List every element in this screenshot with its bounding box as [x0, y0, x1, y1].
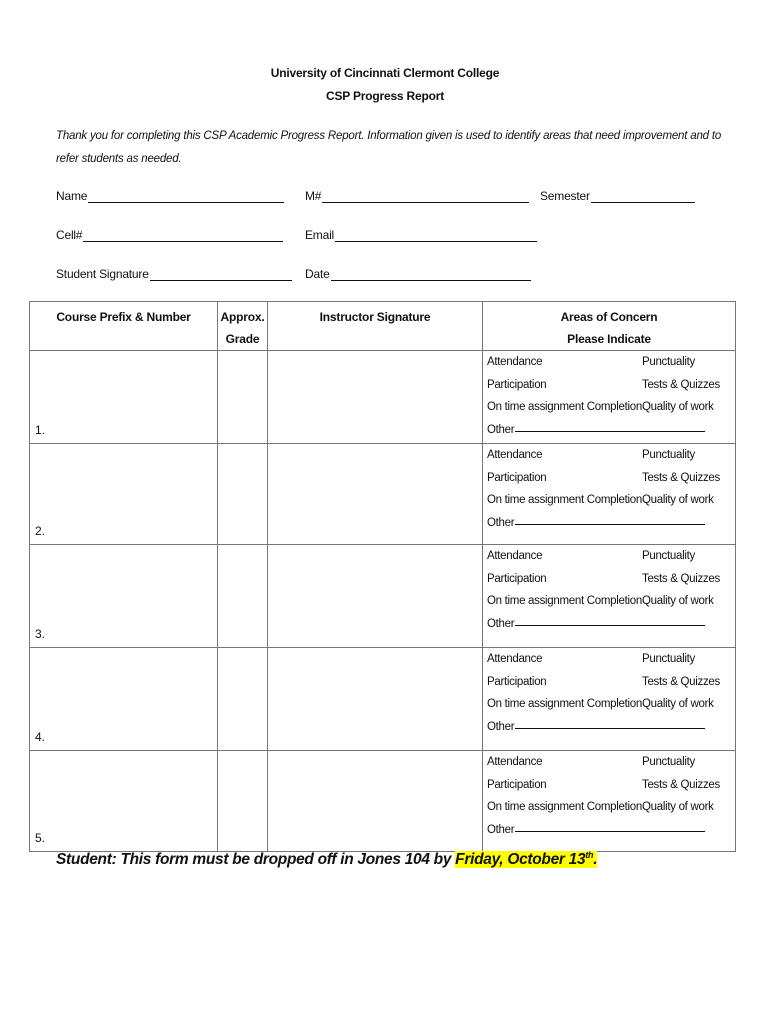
date-field[interactable] — [305, 267, 531, 281]
grade-header: Approx. Grade — [218, 302, 268, 351]
student-signature-label: Student Signature — [56, 267, 149, 281]
dropoff-notice — [56, 850, 597, 869]
date-label: Date — [305, 267, 330, 281]
table-header-row — [30, 302, 736, 351]
participation-option[interactable]: Participation — [487, 675, 547, 688]
m-number-line[interactable] — [322, 191, 529, 203]
participation-option[interactable]: Participation — [487, 778, 547, 791]
email-label: Email — [305, 228, 335, 242]
other-line[interactable] — [515, 419, 705, 432]
student-signature-line[interactable] — [150, 269, 292, 281]
quality-option[interactable]: Quality of work — [642, 401, 714, 413]
participation-option[interactable]: Participation — [487, 572, 547, 585]
punctuality-option[interactable]: Punctuality — [642, 356, 695, 368]
other-line[interactable] — [515, 819, 705, 832]
other-option[interactable]: Other — [487, 823, 515, 836]
quality-option[interactable]: Quality of work — [642, 801, 714, 813]
instructor-cell[interactable] — [268, 648, 483, 751]
grade-cell[interactable] — [218, 648, 268, 751]
concern-cell — [483, 545, 736, 648]
attendance-option[interactable]: Attendance — [487, 449, 543, 461]
punctuality-option[interactable]: Punctuality — [642, 550, 695, 562]
email-field[interactable] — [305, 228, 537, 242]
table-row — [30, 444, 736, 545]
m-number-label: M# — [305, 189, 322, 203]
dropoff-text: Student: This form must be dropped off in Jones 104 by — [56, 851, 456, 869]
other-option[interactable]: Other — [487, 617, 515, 630]
m-number-field[interactable] — [305, 189, 529, 203]
table-row — [30, 648, 736, 751]
instructor-cell[interactable] — [268, 444, 483, 545]
instructor-header: Instructor Signature — [268, 302, 483, 351]
tests-option[interactable]: Tests & Quizzes — [642, 572, 720, 585]
attendance-option[interactable]: Attendance — [487, 356, 543, 368]
row-number: 1. — [35, 423, 46, 437]
date-line[interactable] — [331, 269, 531, 281]
tests-option[interactable]: Tests & Quizzes — [642, 675, 720, 688]
instructor-cell[interactable] — [268, 545, 483, 648]
grade-cell[interactable] — [218, 545, 268, 648]
semester-line[interactable] — [591, 191, 695, 203]
semester-label: Semester — [540, 189, 590, 203]
ontime-option[interactable]: On time assignment Completion — [487, 801, 642, 813]
cell-label: Cell# — [56, 228, 83, 242]
intro-text: Thank you for completing this CSP Academic Progress Report. Information given is used to identify areas that need improvement and to refer students as needed. — [56, 130, 722, 165]
ontime-option[interactable]: On time assignment Completion — [487, 595, 642, 607]
cell-field[interactable] — [56, 228, 283, 242]
table-row — [30, 751, 736, 852]
tests-option[interactable]: Tests & Quizzes — [642, 378, 720, 391]
participation-option[interactable]: Participation — [487, 471, 547, 484]
other-line[interactable] — [515, 716, 705, 729]
course-cell[interactable] — [30, 648, 218, 751]
course-header: Course Prefix & Number — [30, 302, 218, 351]
other-line[interactable] — [515, 613, 705, 626]
tests-option[interactable]: Tests & Quizzes — [642, 471, 720, 484]
table-row — [30, 545, 736, 648]
attendance-option[interactable]: Attendance — [487, 653, 543, 665]
other-line[interactable] — [515, 512, 705, 525]
student-signature-field[interactable] — [56, 267, 292, 281]
dropoff-deadline: Friday, October 13th. — [455, 850, 598, 869]
ontime-option[interactable]: On time assignment Completion — [487, 494, 642, 506]
semester-field[interactable] — [540, 189, 695, 203]
grade-cell[interactable] — [218, 351, 268, 444]
other-option[interactable]: Other — [487, 516, 515, 529]
course-cell[interactable] — [30, 444, 218, 545]
quality-option[interactable]: Quality of work — [642, 494, 714, 506]
concern-cell — [483, 648, 736, 751]
course-cell[interactable] — [30, 351, 218, 444]
row-number: 3. — [35, 627, 46, 641]
participation-option[interactable]: Participation — [487, 378, 547, 391]
row-number: 4. — [35, 730, 46, 744]
tests-option[interactable]: Tests & Quizzes — [642, 778, 720, 791]
name-field[interactable] — [56, 189, 284, 203]
attendance-option[interactable]: Attendance — [487, 550, 543, 562]
concern-header: Areas of Concern Please Indicate — [483, 302, 736, 351]
name-label: Name — [56, 189, 88, 203]
table-row — [30, 351, 736, 444]
course-cell[interactable] — [30, 751, 218, 852]
other-option[interactable]: Other — [487, 423, 515, 436]
ontime-option[interactable]: On time assignment Completion — [487, 698, 642, 710]
ontime-option[interactable]: On time assignment Completion — [487, 401, 642, 413]
course-cell[interactable] — [30, 545, 218, 648]
concern-cell — [483, 351, 736, 444]
attendance-option[interactable]: Attendance — [487, 756, 543, 768]
deadline-suffix: th — [585, 850, 594, 860]
punctuality-option[interactable]: Punctuality — [642, 449, 695, 461]
punctuality-option[interactable]: Punctuality — [642, 653, 695, 665]
instructor-cell[interactable] — [268, 351, 483, 444]
grade-cell[interactable] — [218, 751, 268, 852]
quality-option[interactable]: Quality of work — [642, 698, 714, 710]
grade-cell[interactable] — [218, 444, 268, 545]
punctuality-option[interactable]: Punctuality — [642, 756, 695, 768]
name-line[interactable] — [88, 191, 284, 203]
quality-option[interactable]: Quality of work — [642, 595, 714, 607]
concern-cell — [483, 444, 736, 545]
report-title: CSP Progress Report — [325, 89, 445, 103]
row-number: 5. — [35, 831, 46, 845]
other-option[interactable]: Other — [487, 720, 515, 733]
email-line[interactable] — [335, 230, 537, 242]
cell-line[interactable] — [83, 230, 283, 242]
concern-cell — [483, 751, 736, 852]
course-table — [29, 301, 736, 852]
row-number: 2. — [35, 524, 46, 538]
college-title: University of Cincinnati Clermont College — [270, 66, 500, 80]
instructor-cell[interactable] — [268, 751, 483, 852]
